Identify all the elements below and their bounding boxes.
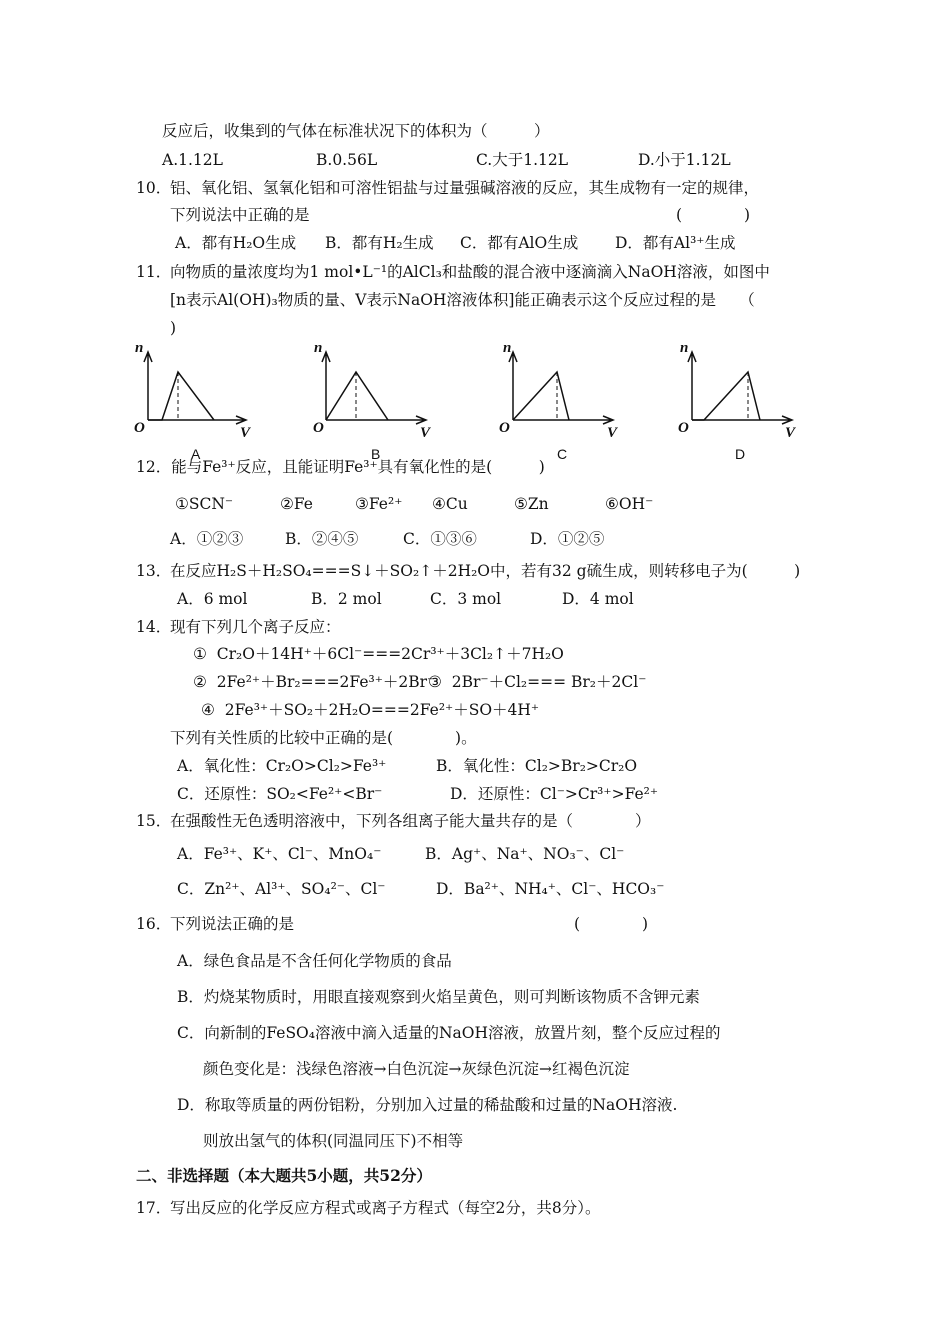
q15-option-c: C．Zn²⁺、Al³⁺、SO₄²⁻、Cl⁻ xyxy=(177,880,386,898)
graph-d-y-axis xyxy=(688,352,696,420)
q13-option-a: A．6 mol xyxy=(177,590,248,608)
graph-b-curve xyxy=(326,372,388,420)
graph-c-origin: O xyxy=(499,420,510,436)
q16-number: 16． xyxy=(136,915,172,933)
q13-option-d: D．4 mol xyxy=(562,590,634,608)
q14-option-b: B．氧化性：Cl₂>Br₂>Cr₂O xyxy=(436,757,638,775)
q9-option-d: D.小于1.12L xyxy=(638,151,731,169)
q14-ask: 下列有关性质的比较中正确的是( )。 xyxy=(170,729,477,747)
q12-option-c: C．①③⑥ xyxy=(403,530,477,548)
q16-option-c-line2: 颜色变化是：浅绿色溶液→白色沉淀→灰绿色沉淀→红褐色沉淀 xyxy=(203,1060,630,1078)
q17-line: 写出反应的化学反应方程式或离子方程式（每空2分，共8分）。 xyxy=(170,1199,601,1217)
q13-option-c: C．3 mol xyxy=(430,590,502,608)
q12-item-2: ②Fe xyxy=(280,495,313,513)
q11-number: 11． xyxy=(136,263,172,281)
graph-c-x-axis xyxy=(513,416,613,424)
graph-b xyxy=(310,340,440,465)
q10-number: 10． xyxy=(136,179,172,197)
graph-a-caption: A xyxy=(191,446,201,462)
q15-option-a: A．Fe³⁺、K⁺、Cl⁻、MnO₄⁻ xyxy=(177,845,382,863)
q13-line: 在反应H₂S＋H₂SO₄===S↓＋SO₂↑＋2H₂O中，若有32 g硫生成，则转移电子为( ) xyxy=(170,562,801,580)
q16-option-d-line1: D．称取等质量的两份铝粉，分别加入过量的稀盐酸和过量的NaOH溶液. xyxy=(177,1096,678,1114)
graph-c-y-axis xyxy=(509,352,517,420)
q14-reaction-4: ④ 2Fe³⁺＋SO₂＋2H₂O===2Fe²⁺＋SO＋4H⁺ xyxy=(201,701,540,719)
q16-option-b: B．灼烧某物质时，用眼直接观察到火焰呈黄色，则可判断该物质不含钾元素 xyxy=(177,988,700,1006)
q15-option-b: B．Ag⁺、Na⁺、NO₃⁻、Cl⁻ xyxy=(425,845,625,863)
graph-d-caption: D xyxy=(735,446,746,462)
graph-c-caption: C xyxy=(557,446,568,462)
graph-c-curve xyxy=(513,372,569,420)
q14-reaction-1: ① Cr₂O＋14H⁺＋6Cl⁻===2Cr³⁺＋3Cl₂↑＋7H₂O xyxy=(193,645,564,663)
graph-c xyxy=(497,340,627,465)
q14-option-d: D．还原性：Cl⁻>Cr³⁺>Fe²⁺ xyxy=(450,785,659,803)
graph-b-x-axis xyxy=(326,416,426,424)
q12-option-d: D．①②⑤ xyxy=(530,530,605,548)
q9-line: 反应后，收集到的气体在标准状况下的体积为（ ） xyxy=(162,122,550,140)
graph-c-y-label: n xyxy=(503,340,512,356)
q10-option-c: C．都有AlO生成 xyxy=(460,234,579,252)
graph-d-curve xyxy=(692,372,760,420)
graph-d xyxy=(676,340,806,465)
q13-number: 13． xyxy=(136,562,172,580)
q10-paren: ( ) xyxy=(676,206,751,224)
q12-item-1: ①SCN⁻ xyxy=(175,495,234,513)
q15-option-d: D．Ba²⁺、NH₄⁺、Cl⁻、HCO₃⁻ xyxy=(436,880,665,898)
q11-line3: ) xyxy=(170,319,177,337)
graph-a-y-axis xyxy=(144,352,152,420)
graph-a-x-label: V xyxy=(240,425,251,441)
q15-number: 15． xyxy=(136,812,172,830)
graph-d-origin: O xyxy=(678,420,689,436)
graph-b-x-label: V xyxy=(420,425,431,441)
q15-line: 在强酸性无色透明溶液中，下列各组离子能大量共存的是（ ） xyxy=(170,812,651,830)
q14-reaction-3: ③ 2Br⁻＋Cl₂=== Br₂＋2Cl⁻ xyxy=(428,673,647,691)
q10-option-a: A．都有H₂O生成 xyxy=(175,234,297,252)
graph-b-caption: B xyxy=(371,446,381,462)
q10-line2: 下列说法中正确的是 xyxy=(170,206,310,224)
q11-line1: 向物质的量浓度均为1 mol•L⁻¹的AlCl₃和盐酸的混合液中逐滴滴入NaOH溶液，如图中 xyxy=(170,263,770,281)
q11-line2: [n表示Al(OH)₃物质的量、V表示NaOH溶液体积]能正确表示这个反应过程的是 （ xyxy=(170,291,755,309)
q14-option-a: A．氧化性：Cr₂O>Cl₂>Fe³⁺ xyxy=(177,757,387,775)
q16-option-c-line1: C．向新制的FeSO₄溶液中滴入适量的NaOH溶液，放置片刻，整个反应过程的 xyxy=(177,1024,721,1042)
q12-item-6: ⑥OH⁻ xyxy=(605,495,654,513)
q12-option-b: B．②④⑤ xyxy=(285,530,359,548)
graph-b-origin: O xyxy=(313,420,324,436)
q14-line: 现有下列几个离子反应： xyxy=(170,618,341,636)
graph-b-y-axis xyxy=(322,352,330,420)
q9-option-a: A.1.12L xyxy=(162,151,223,169)
q12-option-a: A．①②③ xyxy=(170,530,244,548)
graph-a-y-label: n xyxy=(135,340,144,356)
graph-d-x-label: V xyxy=(785,425,796,441)
q14-number: 14． xyxy=(136,618,172,636)
q16-paren: ( ) xyxy=(574,915,649,933)
q9-option-c: C.大于1.12L xyxy=(476,151,569,169)
q9-option-b: B.0.56L xyxy=(316,151,378,169)
section-2-title: 二、非选择题（本大题共5小题，共52分） xyxy=(136,1166,432,1185)
q10-option-b: B．都有H₂生成 xyxy=(325,234,434,252)
q12-item-4: ④Cu xyxy=(432,495,468,513)
q10-line1: 铝、氧化铝、氢氧化铝和可溶性铝盐与过量强碱溶液的反应，其生成物有一定的规律， xyxy=(170,179,760,197)
q17-number: 17． xyxy=(136,1199,172,1217)
q16-option-d-line2: 则放出氢气的体积(同温同压下)不相等 xyxy=(203,1132,464,1150)
graph-b-y-label: n xyxy=(314,340,323,356)
graph-d-y-label: n xyxy=(680,340,689,356)
graph-c-x-label: V xyxy=(607,425,618,441)
q14-option-c: C．还原性：SO₂<Fe²⁺<Br⁻ xyxy=(177,785,383,803)
q12-item-3: ③Fe²⁺ xyxy=(355,495,403,513)
graph-a-origin: O xyxy=(134,420,145,436)
q16-option-a: A．绿色食品是不含任何化学物质的食品 xyxy=(177,952,452,970)
q10-option-d: D．都有Al³⁺生成 xyxy=(615,234,736,252)
q14-reaction-2: ② 2Fe²⁺＋Br₂===2Fe³⁺＋2Br⁻ xyxy=(193,673,436,691)
graph-a-curve xyxy=(148,372,214,420)
q13-option-b: B．2 mol xyxy=(311,590,382,608)
q12-item-5: ⑤Zn xyxy=(514,495,549,513)
q16-line: 下列说法正确的是 xyxy=(170,915,295,933)
q12-line: 12．能与Fe³⁺反应，且能证明Fe³⁺具有氧化性的是( ) xyxy=(136,458,545,476)
graph-a xyxy=(132,340,262,465)
